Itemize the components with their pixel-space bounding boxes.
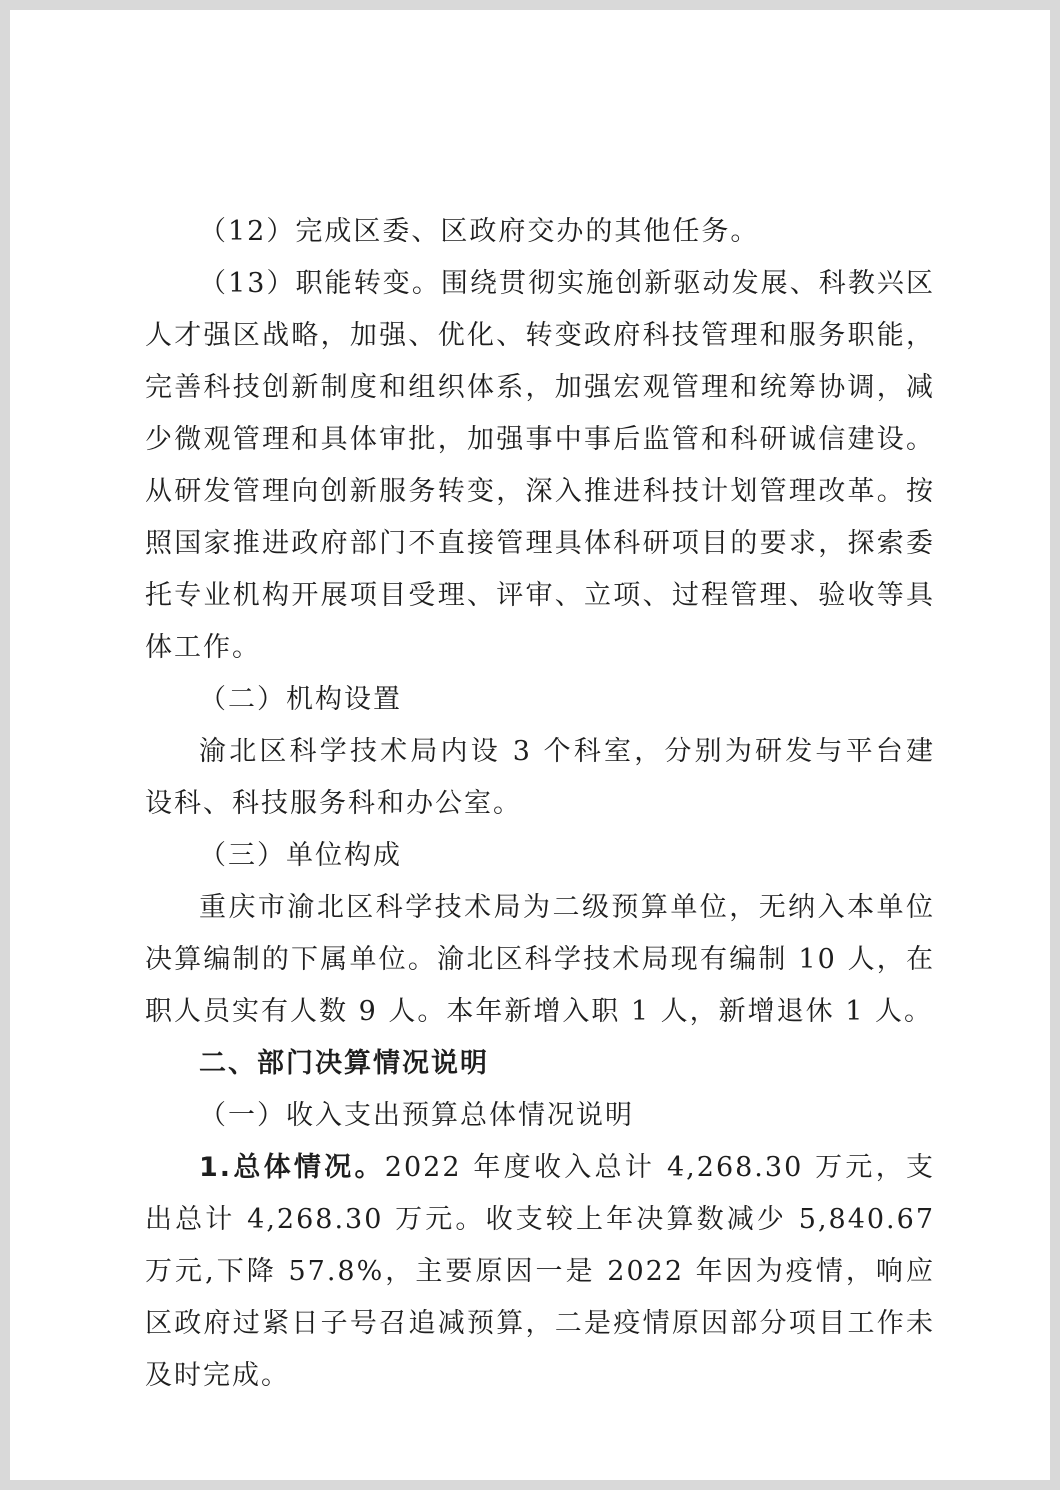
document-page (10, 10, 1050, 1480)
heading-unit-composition: （三）单位构成 (199, 840, 402, 871)
paragraph-task-12: （12）完成区委、区政府交办的其他任务。 (199, 216, 760, 247)
heading-organization-setup: （二）机构设置 (199, 684, 402, 715)
document-body (145, 206, 935, 1402)
paragraph-overall-situation (145, 1142, 935, 1402)
heading-income-expense-overview: （一）收入支出预算总体情况说明 (199, 1100, 634, 1131)
paragraph-unit-composition: 重庆市渝北区科学技术局为二级预算单位，无纳入本单位决算编制的下属单位。渝北区科学技术局现有编制 10 人，在职人员实有人数 9 人。本年新增入职 1 人，新增退休 1 人。 (145, 892, 935, 1027)
paragraph-organization-setup: 渝北区科学技术局内设 3 个科室，分别为研发与平台建设科、科技服务科和办公室。 (145, 736, 935, 819)
overall-situation-lead: 1.总体情况。 (199, 1152, 385, 1183)
paragraph-function-change: （13）职能转变。围绕贯彻实施创新驱动发展、科教兴区人才强区战略，加强、优化、转变政府科技管理和服务职能，完善科技创新制度和组织体系，加强宏观管理和统筹协调，减少微观管理和具体审批，加强事中事后监管和科研诚信建设。从研发管理向创新服务转变，深入推进科技计划管理改革。按照国家推进政府部门不直接管理具体科研项目的要求，探索委托专业机构开展项目受理、评审、立项、过程管理、验收等具体工作。 (145, 268, 935, 663)
heading-section-2: 二、部门决算情况说明 (199, 1048, 489, 1079)
overall-situation-body: 2022 年度收入总计 4,268.30 万元，支出总计 4,268.30 万元。收支较上年决算数减少 5,840.67 万元,下降 57.8%，主要原因一是 2022 年因为疫情，响应区政府过紧日子号召追减预算，二是疫情原因部分项目工作未及时完成。 (145, 1152, 935, 1391)
